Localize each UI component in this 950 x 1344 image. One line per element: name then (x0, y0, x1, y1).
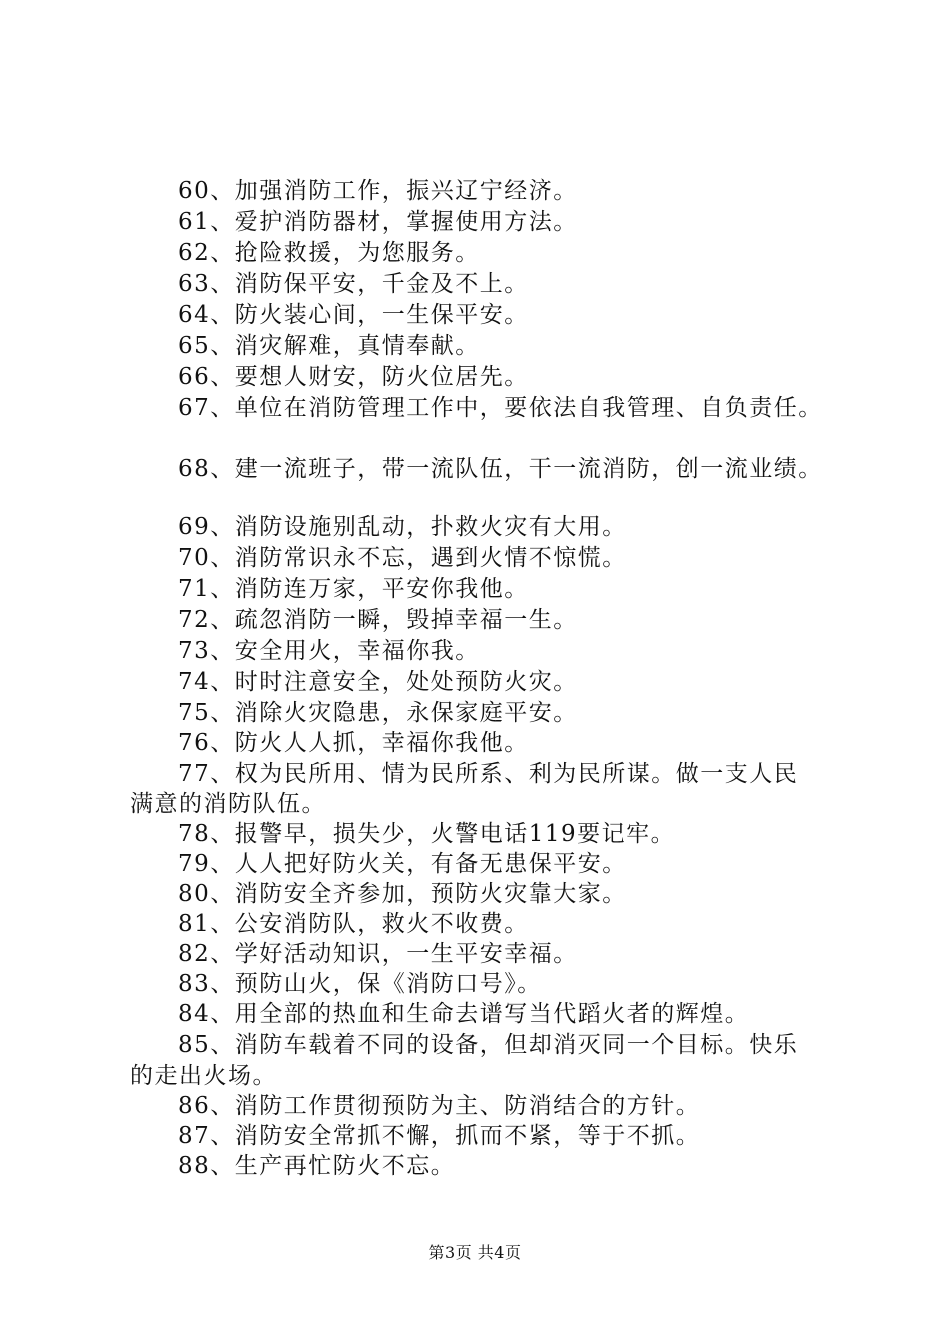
slogan-line: 83、预防山火，保《消防口号》。 (178, 971, 542, 997)
slogan-line: 84、用全部的热血和生命去谱写当代蹈火者的辉煌。 (178, 1001, 750, 1027)
slogan-line: 71、消防连万家，平安你我他。 (178, 576, 529, 602)
slogan-line: 60、加强消防工作，振兴辽宁经济。 (178, 178, 578, 204)
slogan-line: 67、单位在消防管理工作中，要依法自我管理、自负责任。 (178, 395, 823, 421)
slogan-line: 61、爱护消防器材，掌握使用方法。 (178, 209, 578, 235)
slogan-line: 64、防火装心间，一生保平安。 (178, 302, 529, 328)
slogan-line: 75、消除火灾隐患，永保家庭平安。 (178, 700, 578, 726)
slogan-line-continuation: 的走出火场。 (130, 1063, 277, 1089)
slogan-line: 73、安全用火，幸福你我。 (178, 638, 480, 664)
slogan-line: 74、时时注意安全，处处预防火灾。 (178, 669, 578, 695)
slogan-line: 69、消防设施别乱动，扑救火灾有大用。 (178, 514, 627, 540)
slogan-line: 77、权为民所用、情为民所系、利为民所谋。做一支人民 (178, 761, 799, 787)
slogan-line: 80、消防安全齐参加，预防火灾靠大家。 (178, 881, 627, 907)
slogan-line: 86、消防工作贯彻预防为主、防消结合的方针。 (178, 1093, 701, 1119)
slogan-line: 79、人人把好防火关，有备无患保平安。 (178, 851, 627, 877)
slogan-line: 76、防火人人抓，幸福你我他。 (178, 730, 529, 756)
page-footer: 第3页 共4页 (428, 1243, 522, 1262)
slogan-line: 66、要想人财安，防火位居先。 (178, 364, 529, 390)
slogan-line: 87、消防安全常抓不懈，抓而不紧，等于不抓。 (178, 1123, 701, 1149)
slogan-line: 88、生产再忙防火不忘。 (178, 1153, 456, 1179)
slogan-line: 72、疏忽消防一瞬，毁掉幸福一生。 (178, 607, 578, 633)
slogan-line-continuation: 满意的消防队伍。 (130, 791, 326, 817)
slogan-line: 68、建一流班子，带一流队伍，干一流消防，创一流业绩。 (178, 456, 823, 482)
slogan-line: 85、消防车载着不同的设备，但却消灭同一个目标。快乐 (178, 1032, 799, 1058)
slogan-line: 65、消灾解难，真情奉献。 (178, 333, 480, 359)
slogan-line: 82、学好活动知识，一生平安幸福。 (178, 941, 578, 967)
slogan-line: 78、报警早，损失少，火警电话119要记牢。 (178, 821, 676, 847)
slogan-line: 81、公安消防队，救火不收费。 (178, 911, 529, 937)
slogan-line: 70、消防常识永不忘，遇到火情不惊慌。 (178, 545, 627, 571)
slogan-line: 62、抢险救援，为您服务。 (178, 240, 480, 266)
slogan-line: 63、消防保平安，千金及不上。 (178, 271, 529, 297)
